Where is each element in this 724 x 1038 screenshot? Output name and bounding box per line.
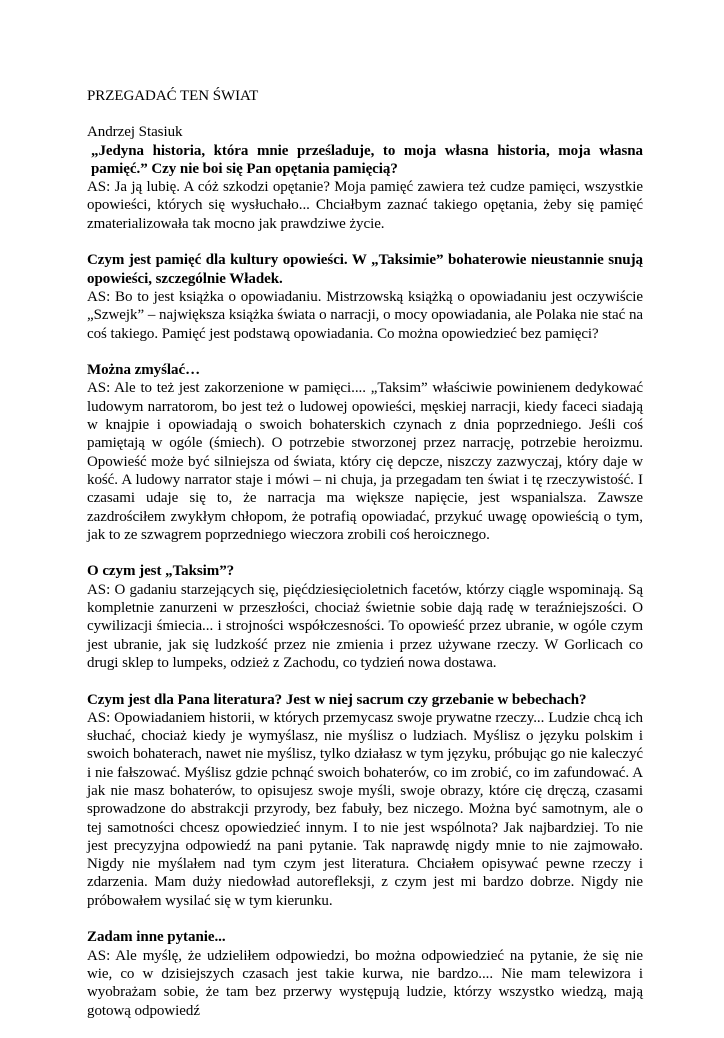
interview-answer: AS: Ale to też jest zakorzenione w pamięci.... „Taksim” właściwie powinienem dedykować ludowym narratorom, bo jest też o ludowej opowieści, męskiej narracji, kiedy faceci siadają w knajpie i opowiadają o swoich bohaterskich czynach z dnia poprzedniego. Jeśli coś pamiętają w ogóle (śmiech). O potrzebie stworzonej przez narrację, potrzebie heroizmu. Opowieść może być silniejsza od świata, który cię depcze, niszczy zazwyczaj, który daje w kość. A ludowy narrator staje i mówi – ni chuja, ja przegadam ten świat i tę rzeczywistość. I czasami udaje się to, że narracja ma większe napięcie, jest wspanialsza. Zawsze zazdrościłem zwykłym chłopom, że potrafią opowiadać, przykuć uwagę opowieścią o tym, jak to ze szwagrem poprzedniego wieczora zrobili coś heroicznego. bbox=[87, 380, 643, 543]
interview-section bbox=[87, 142, 643, 233]
document-title: PRZEGADAĆ TEN ŚWIAT bbox=[87, 88, 259, 104]
interview-question: Zadam inne pytanie... bbox=[87, 929, 226, 946]
interview-question: Czym jest pamięć dla kultury opowieści. W „Taksimie” bohaterowie nieustannie snują opowieści, szczególnie Władek. bbox=[87, 252, 643, 287]
interview-section bbox=[87, 928, 643, 1019]
interview-question: „Jedyna historia, która mnie prześladuje, to moja własna historia, moja własna pamięć.” Czy nie boi się Pan opętania pamięcią? bbox=[91, 142, 643, 177]
interview-answer: AS: Ale myślę, że udzieliłem odpowiedzi, bo można odpowiedzieć na pytanie, że się nie wie, co w dzisiejszych czasach jest takie kurwa, nie bardzo.... Nie mam telewizora i wyobrażam sobie, że tam bez przerwy występują ludzie, którzy wszystko wiedzą, mają gotową odpowiedź bbox=[87, 947, 643, 1019]
document-page bbox=[87, 87, 643, 1038]
document-author: Andrzej Stasiuk bbox=[87, 124, 183, 141]
interview-section bbox=[87, 691, 643, 911]
interview-answer: AS: Bo to jest książka o opowiadaniu. Mistrzowską książką o opowiadaniu jest oczywiście „Szwejk” – największa książka świata o narracji, o mocy opowiadania, ale Polaka nie stać na coś takiego. Pamięć jest podstawą opowiadania. Co można opowiedzieć bez pamięci? bbox=[87, 288, 643, 342]
interview-section bbox=[87, 361, 643, 544]
interview-question: Czym jest dla Pana literatura? Jest w niej sacrum czy grzebanie w bebechach? bbox=[87, 691, 587, 708]
interview-answer: AS: Ja ją lubię. A cóż szkodzi opętanie? Moja pamięć zawiera też cudze pamięci, wszystkie opowieści, których się wysłuchało... Chciałbym zaznać takiego opętania, żeby się pamięć zmaterializowała tak mocno jak prawdziwe życie. bbox=[87, 179, 643, 232]
interview-question: Można zmyślać… bbox=[87, 362, 201, 379]
interview-answer: AS: O gadaniu starzejących się, pięćdziesięcioletnich facetów, którzy ciągle wspominają. Są kompletnie zanurzeni w przeszłości, chociaż świetnie sobie dają radę w teraźniejszości. O cywilizacji śmiecia... i strojności współczesności. To opowieść przez ubranie, w ogóle czym jest ubranie, jak się ludzkość przez nie zmienia i przez używane rzeczy. W Gorlicach co drugi sklep to lumpeks, odzież z Zachodu, co tydzień nowa dostawa. bbox=[87, 581, 643, 671]
interview-answer: AS: Opowiadaniem historii, w których przemycasz swoje prywatne rzeczy... Ludzie chcą ich słuchać, chociaż kiedy je wymyślasz, nie myślisz o ludziach. Myślisz o języku polskim i swoich bohaterach, nawet nie myślisz, tylko działasz w tym języku, próbując go nie kaleczyć i nie fałszować. Myślisz gdzie pchnąć swoich bohaterów, co im zrobić, co im zafundować. A jak nie masz bohaterów, to opisujesz swoje myśli, swoje obrazy, które cię dręczą, czasami sprowadzone do abstrakcji przyrody, bez fabuły, bez niczego. Można być samotnym, ale o tej samotności chcesz opowiedzieć innym. I to nie jest wspólnota? Jak najbardziej. To nie jest precyzyjna odpowiedź na pani pytanie. Tak naprawdę nigdy mnie to nie zajmowało. Nigdy nie myślałem nad tym czym jest literatura. Chciałem opisywać pewne rzeczy i zdarzenia. Mam duży niedowład autorefleksji, z czym jest mi bardzo dobrze. Nigdy nie próbowałem wysilać się w tym kierunku. bbox=[87, 709, 643, 909]
interview-section bbox=[87, 562, 643, 672]
interview-question: O czym jest „Taksim”? bbox=[87, 563, 235, 580]
interview-section bbox=[87, 251, 643, 342]
